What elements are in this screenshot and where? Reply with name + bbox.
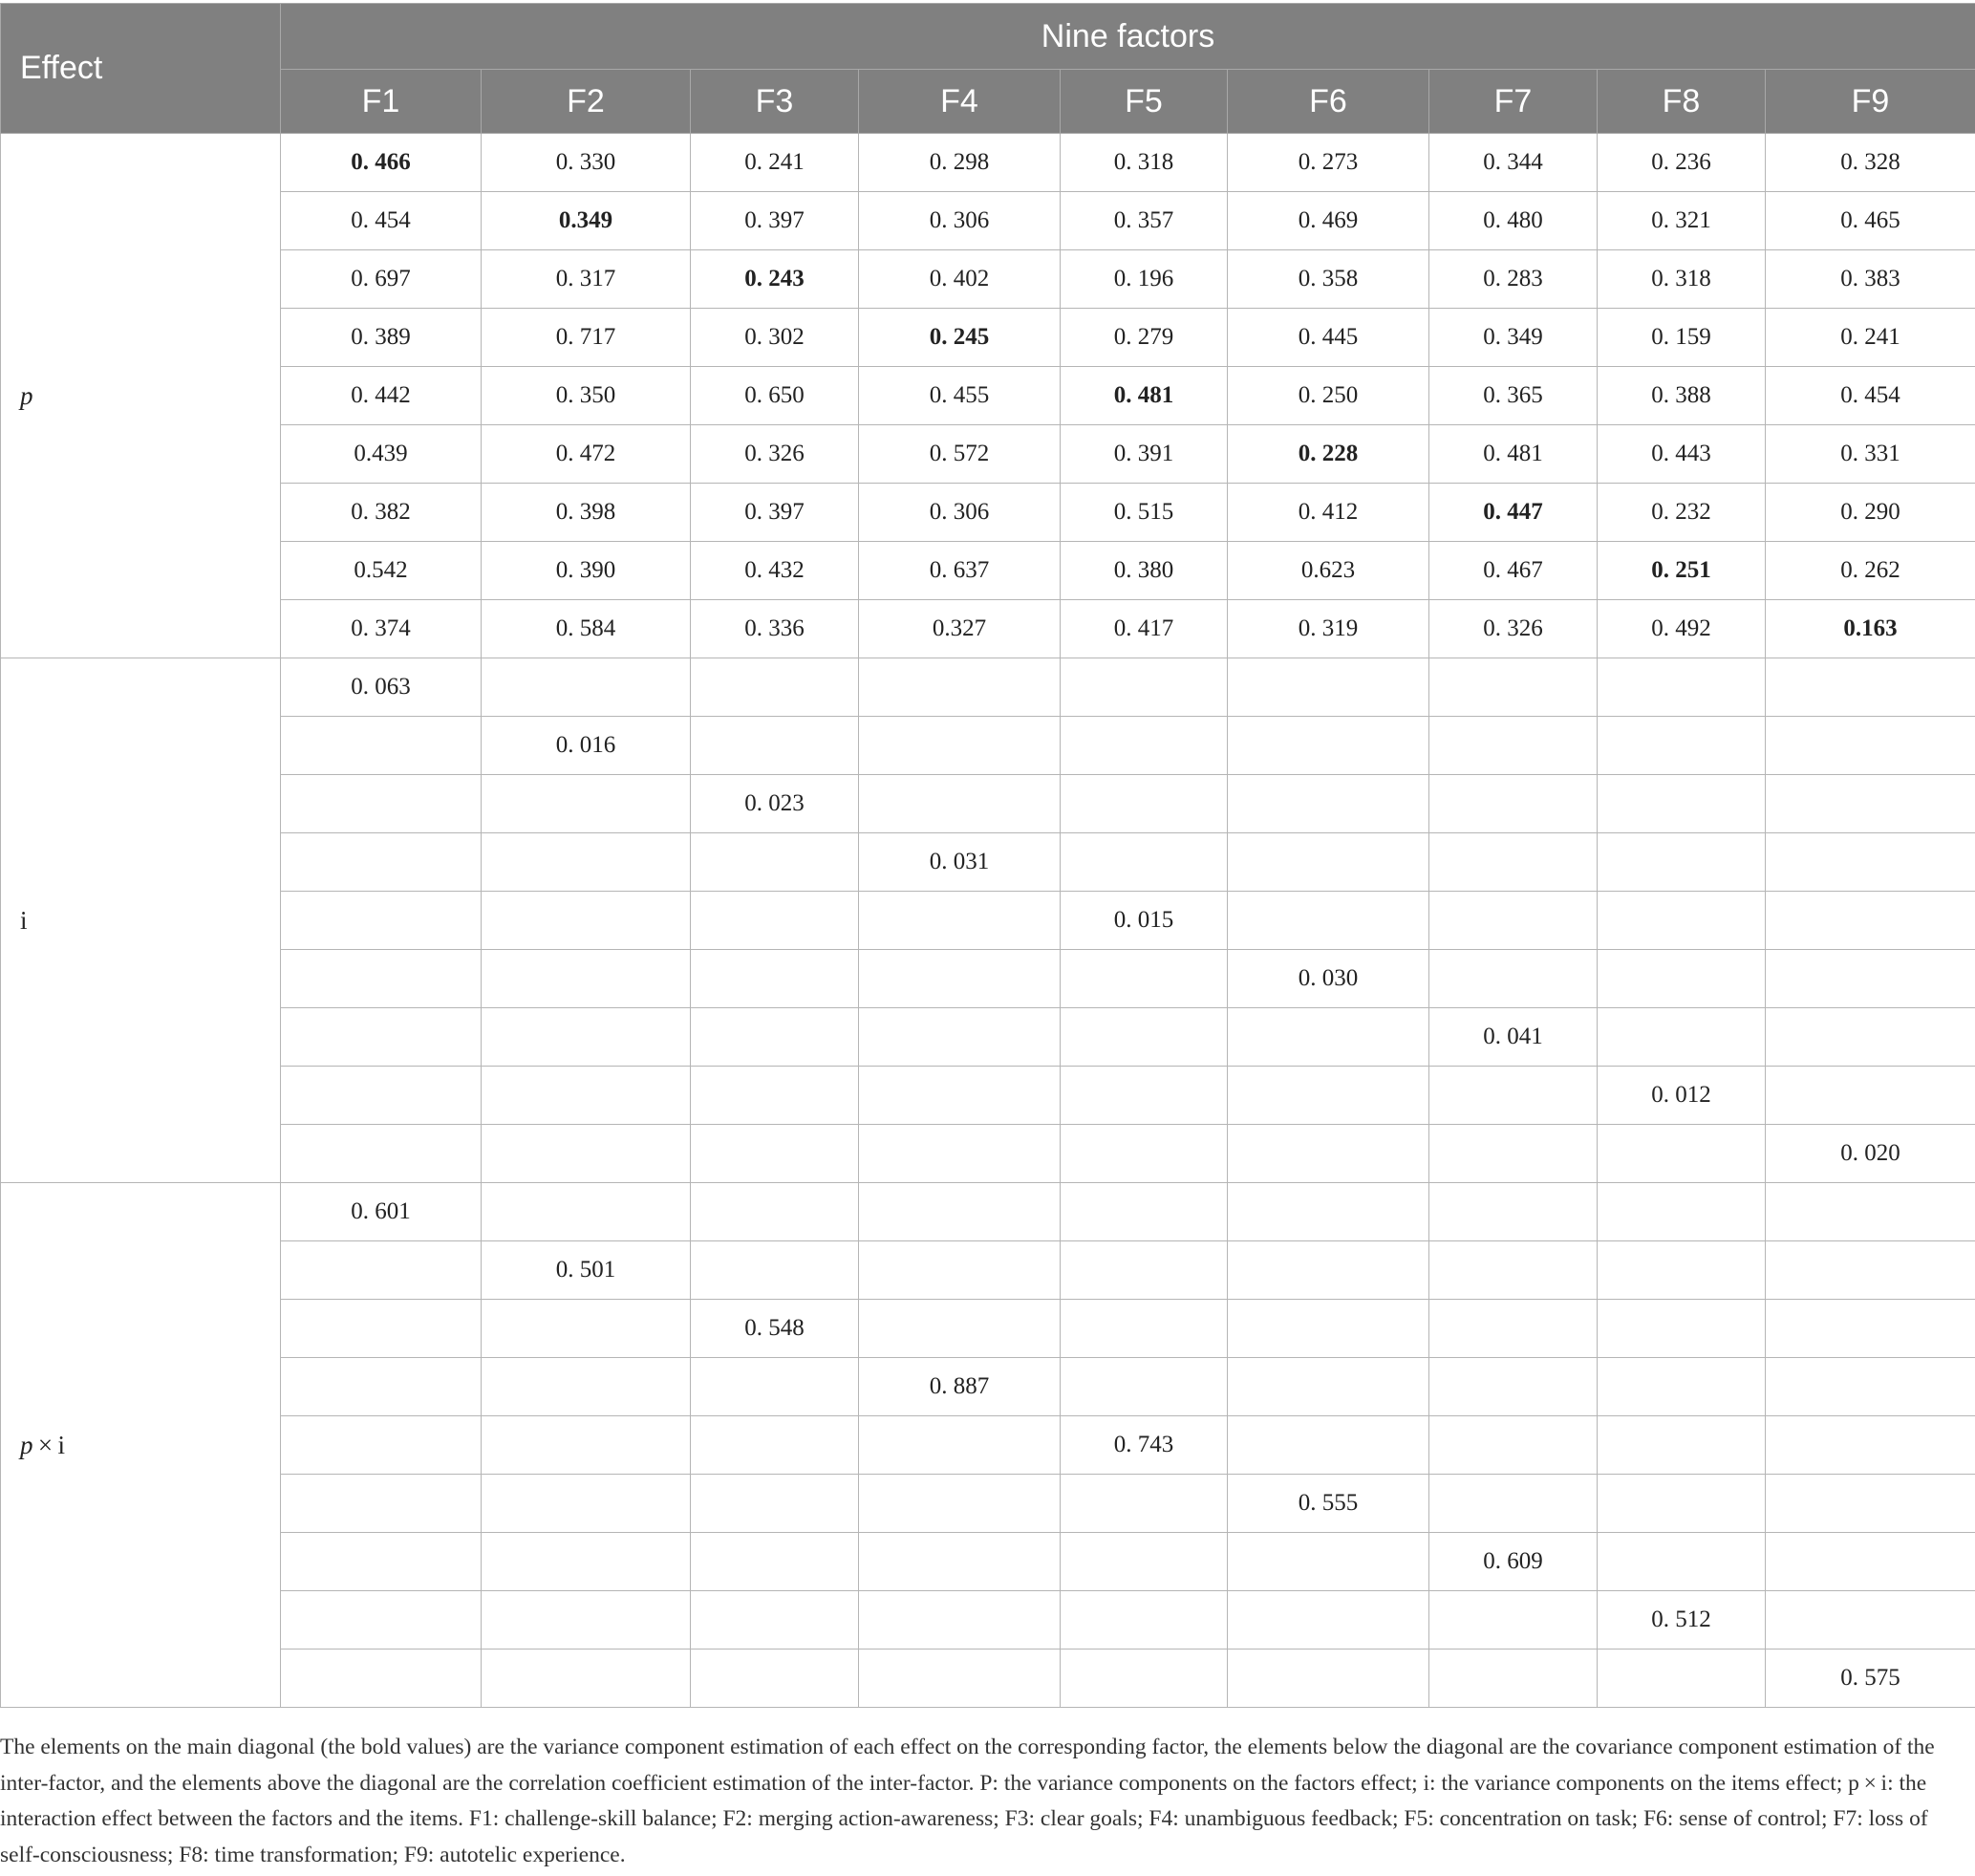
table-row [1,833,1975,892]
table-cell [691,1591,859,1650]
effect-label-part: × i [32,1430,66,1459]
table-cell [1598,717,1766,775]
table-cell [1429,1125,1598,1183]
table-cell: 0. 575 [1766,1650,1975,1708]
table-cell [1429,1650,1598,1708]
table-cell [1429,1475,1598,1533]
table-cell: 0. 159 [1598,309,1766,367]
effect-label-p-x-i [1,1183,281,1708]
table-cell [281,892,482,950]
table-cell [1766,1475,1975,1533]
table-cell: 0. 743 [1061,1416,1228,1475]
table-cell [859,1533,1061,1591]
table-cell [1228,1650,1429,1708]
table-cell: 0. 697 [281,250,482,309]
table-cell [482,1533,691,1591]
table-cell [691,1358,859,1416]
table-cell [859,1475,1061,1533]
table-cell [1598,1241,1766,1300]
table-cell [859,775,1061,833]
table-row [1,1650,1975,1708]
table-cell [859,950,1061,1008]
table-cell [1429,1416,1598,1475]
table-cell: 0. 250 [1228,367,1429,425]
table-cell [482,1008,691,1067]
table-cell [1766,1358,1975,1416]
table-cell [691,717,859,775]
table-row [1,1358,1975,1416]
table-cell [859,1300,1061,1358]
table-cell [482,775,691,833]
table-cell: 0. 357 [1061,192,1228,250]
table-cell: 0. 481 [1429,425,1598,484]
table-cell [691,1241,859,1300]
table-cell: 0. 245 [859,309,1061,367]
factor-header-f6: F6 [1228,70,1429,134]
table-cell [1061,658,1228,717]
table-cell [859,1241,1061,1300]
factor-header-f2: F2 [482,70,691,134]
table-cell: 0. 317 [482,250,691,309]
table-cell [859,1416,1061,1475]
factor-header-f8: F8 [1598,70,1766,134]
table-cell: 0. 031 [859,833,1061,892]
effect-column-header: Effect [1,4,281,134]
table-row [1,425,1975,484]
table-cell: 0. 015 [1061,892,1228,950]
table-cell [482,1358,691,1416]
table-row [1,250,1975,309]
factor-header-f3: F3 [691,70,859,134]
table-cell [1766,1416,1975,1475]
table-cell: 0. 321 [1598,192,1766,250]
table-cell [1228,1125,1429,1183]
table-cell [859,892,1061,950]
table-cell [1598,833,1766,892]
table-cell: 0. 383 [1766,250,1975,309]
table-cell [1228,1591,1429,1650]
table-cell: 0. 398 [482,484,691,542]
table-cell: 0.542 [281,542,482,600]
table-cell [1766,775,1975,833]
table-cell: 0. 432 [691,542,859,600]
factor-header-f1: F1 [281,70,482,134]
table-cell [691,950,859,1008]
table-cell: 0. 572 [859,425,1061,484]
variance-components-table [0,3,1975,1708]
table-row [1,192,1975,250]
table-cell [1598,1416,1766,1475]
table-cell [1598,1358,1766,1416]
table-cell [1228,1241,1429,1300]
table-cell: 0. 290 [1766,484,1975,542]
table-row [1,1183,1975,1241]
table-row [1,658,1975,717]
table-cell [1429,1241,1598,1300]
table-cell: 0. 465 [1766,192,1975,250]
table-cell [1766,1241,1975,1300]
factor-header-f9: F9 [1766,70,1975,134]
table-cell: 0. 388 [1598,367,1766,425]
table-cell: 0. 330 [482,134,691,192]
table-cell [1598,950,1766,1008]
table-cell [1766,1591,1975,1650]
table-row [1,1125,1975,1183]
table-cell: 0. 298 [859,134,1061,192]
table-cell: 0.439 [281,425,482,484]
table-cell [1061,950,1228,1008]
table-cell: 0. 442 [281,367,482,425]
table-cell [1429,1183,1598,1241]
table-cell [1598,1008,1766,1067]
table-cell: 0. 273 [1228,134,1429,192]
table-cell: 0. 251 [1598,542,1766,600]
table-cell: 0. 717 [482,309,691,367]
table-cell [1228,1416,1429,1475]
table-cell [1228,892,1429,950]
nine-factors-header: Nine factors [281,4,1975,70]
table-cell [691,1067,859,1125]
table-cell [691,892,859,950]
table-cell [281,1650,482,1708]
table-cell [1766,892,1975,950]
table-cell: 0.163 [1766,600,1975,658]
table-cell: 0. 318 [1598,250,1766,309]
table-cell: 0. 601 [281,1183,482,1241]
table-cell [281,1300,482,1358]
table-cell: 0. 472 [482,425,691,484]
table-cell [1766,950,1975,1008]
table-cell: 0. 326 [691,425,859,484]
table-cell: 0. 350 [482,367,691,425]
table-cell [859,1650,1061,1708]
table-cell: 0. 454 [281,192,482,250]
table-cell [482,658,691,717]
table-cell: 0. 232 [1598,484,1766,542]
table-row [1,1008,1975,1067]
table-cell [1061,833,1228,892]
table-row [1,1591,1975,1650]
table-cell [859,1067,1061,1125]
table-cell: 0. 447 [1429,484,1598,542]
table-cell [1429,658,1598,717]
table-cell [1061,1475,1228,1533]
table-cell [1429,1067,1598,1125]
table-cell: 0. 283 [1429,250,1598,309]
table-cell [1228,717,1429,775]
table-cell: 0. 397 [691,192,859,250]
table-cell [1228,1300,1429,1358]
table-cell [482,1591,691,1650]
table-cell: 0. 389 [281,309,482,367]
table-cell: 0. 584 [482,600,691,658]
table-cell [482,1183,691,1241]
table-cell [281,1125,482,1183]
table-cell: 0. 481 [1061,367,1228,425]
table-cell [1766,1533,1975,1591]
table-cell [281,1358,482,1416]
table-cell [859,1008,1061,1067]
table-body [1,134,1975,1708]
table-cell [1598,1533,1766,1591]
factor-header-f4: F4 [859,70,1061,134]
table-cell [281,717,482,775]
table-cell: 0. 374 [281,600,482,658]
table-cell: 0. 023 [691,775,859,833]
table-cell [482,1416,691,1475]
table-cell [691,1650,859,1708]
table-cell [691,1008,859,1067]
table-cell: 0. 306 [859,484,1061,542]
table-cell [859,1125,1061,1183]
table-cell: 0. 262 [1766,542,1975,600]
table-cell [281,1067,482,1125]
table-cell: 0. 365 [1429,367,1598,425]
table-cell [1061,1300,1228,1358]
table-cell [1228,1533,1429,1591]
table-cell [1228,1067,1429,1125]
table-cell: 0. 455 [859,367,1061,425]
table-cell [1766,1067,1975,1125]
table-cell: 0. 480 [1429,192,1598,250]
table-cell: 0. 279 [1061,309,1228,367]
table-cell [1429,833,1598,892]
table-cell [1228,1183,1429,1241]
effect-label-i: i [1,658,281,1183]
table-row [1,134,1975,192]
table-cell [1061,1358,1228,1416]
table-cell: 0. 349 [1429,309,1598,367]
table-cell [482,1475,691,1533]
table-cell: 0. 243 [691,250,859,309]
table-cell: 0.327 [859,600,1061,658]
table-cell [1228,1358,1429,1416]
table-cell: 0. 466 [281,134,482,192]
table-cell [1766,1008,1975,1067]
table-row [1,600,1975,658]
table-cell: 0. 512 [1598,1591,1766,1650]
table-cell [1598,1300,1766,1358]
table-cell [281,1475,482,1533]
table-cell [281,775,482,833]
table-cell: 0. 391 [1061,425,1228,484]
table-cell [1598,775,1766,833]
effect-label-p: p [1,134,281,658]
table-cell: 0. 443 [1598,425,1766,484]
table-cell [1061,775,1228,833]
factor-header-f7: F7 [1429,70,1598,134]
table-cell [482,892,691,950]
table-row [1,484,1975,542]
table-cell: 0. 380 [1061,542,1228,600]
table-cell: 0. 030 [1228,950,1429,1008]
table-cell: 0. 336 [691,600,859,658]
table-cell [482,1300,691,1358]
table-cell: 0. 515 [1061,484,1228,542]
table-row [1,1533,1975,1591]
table-cell [1766,1183,1975,1241]
table-cell: 0. 331 [1766,425,1975,484]
table-cell: 0. 390 [482,542,691,600]
table-row [1,1067,1975,1125]
table-cell [859,658,1061,717]
table-row [1,1300,1975,1358]
table-cell [1766,1300,1975,1358]
table-cell: 0. 016 [482,717,691,775]
table-cell [482,1067,691,1125]
table-cell: 0. 402 [859,250,1061,309]
variance-table-container [0,3,1975,1708]
table-cell [1228,775,1429,833]
table-cell: 0. 196 [1061,250,1228,309]
table-cell: 0. 887 [859,1358,1061,1416]
table-cell: 0. 358 [1228,250,1429,309]
factor-header-f5: F5 [1061,70,1228,134]
factor-header-row [1,70,1975,134]
table-cell: 0. 344 [1429,134,1598,192]
table-cell [1061,717,1228,775]
table-cell [482,1650,691,1708]
table-cell: 0. 467 [1429,542,1598,600]
table-row [1,717,1975,775]
table-row [1,950,1975,1008]
table-cell: 0. 382 [281,484,482,542]
table-cell [482,1125,691,1183]
table-cell [691,1125,859,1183]
table-cell: 0. 319 [1228,600,1429,658]
table-cell: 0. 397 [691,484,859,542]
table-cell: 0. 306 [859,192,1061,250]
table-cell: 0.349 [482,192,691,250]
table-cell [1766,717,1975,775]
table-row [1,775,1975,833]
table-cell [281,1241,482,1300]
table-cell: 0. 063 [281,658,482,717]
table-cell [1598,1650,1766,1708]
table-cell: 0. 650 [691,367,859,425]
table-cell [1429,1591,1598,1650]
table-cell [281,1533,482,1591]
table-cell [1429,1300,1598,1358]
table-cell [482,950,691,1008]
table-row [1,309,1975,367]
table-cell [1228,833,1429,892]
table-footnote: The elements on the main diagonal (the bold values) are the variance component estimation of each effect on the corresponding factor, the elements below the diagonal are the covariance component estimation of the inter-factor, and the elements above the diagonal are the correlation coefficient estimation of the inter-factor. P: the variance components on the factors effect; i: the variance components on the items effect; p × i: the interaction effect between the factors and the items. F1: challenge-skill balance; F2: merging action-awareness; F3: clear goals; F4: unambiguous feedback; F5: concentration on task; F6: sense of control; F7: loss of self-consciousness; F8: time transformation; F9: autotelic experience. [0,1735,1935,1867]
table-cell: 0. 609 [1429,1533,1598,1591]
table-row [1,367,1975,425]
table-cell: 0. 020 [1766,1125,1975,1183]
table-cell [281,1416,482,1475]
table-cell [691,1475,859,1533]
table-cell [691,1533,859,1591]
table-cell: 0.623 [1228,542,1429,600]
table-cell: 0. 012 [1598,1067,1766,1125]
table-cell [1228,658,1429,717]
table-header [1,4,1975,134]
table-cell [281,1008,482,1067]
table-cell [1598,892,1766,950]
table-cell [1061,1183,1228,1241]
table-cell: 0. 417 [1061,600,1228,658]
table-cell [691,1416,859,1475]
table-cell [1598,1475,1766,1533]
table-cell: 0. 454 [1766,367,1975,425]
table-cell [691,1183,859,1241]
table-cell [1061,1067,1228,1125]
table-cell [1598,658,1766,717]
table-row [1,542,1975,600]
table-cell [691,658,859,717]
table-cell [1061,1650,1228,1708]
table-cell [859,1591,1061,1650]
table-cell [1061,1533,1228,1591]
table-cell [1429,892,1598,950]
table-cell: 0. 469 [1228,192,1429,250]
table-cell [1429,950,1598,1008]
table-cell [859,717,1061,775]
table-cell [1766,658,1975,717]
table-cell [281,833,482,892]
table-cell [1598,1183,1766,1241]
table-cell [1598,1125,1766,1183]
table-cell [1061,1241,1228,1300]
table-row [1,1241,1975,1300]
table-cell [1061,1125,1228,1183]
table-cell [1061,1008,1228,1067]
table-cell: 0. 326 [1429,600,1598,658]
table-cell [1429,717,1598,775]
table-cell: 0. 241 [691,134,859,192]
table-cell [281,950,482,1008]
table-cell: 0. 228 [1228,425,1429,484]
table-cell: 0. 241 [1766,309,1975,367]
effect-label-part: p [20,1430,33,1459]
table-cell: 0. 637 [859,542,1061,600]
table-cell: 0. 445 [1228,309,1429,367]
table-cell: 0. 328 [1766,134,1975,192]
table-cell: 0. 548 [691,1300,859,1358]
table-cell: 0. 318 [1061,134,1228,192]
table-cell: 0. 492 [1598,600,1766,658]
table-cell: 0. 041 [1429,1008,1598,1067]
table-cell [281,1591,482,1650]
table-cell: 0. 302 [691,309,859,367]
table-cell [1429,1358,1598,1416]
table-cell: 0. 501 [482,1241,691,1300]
table-cell [691,833,859,892]
table-row [1,1475,1975,1533]
table-cell [1228,1008,1429,1067]
table-cell: 0. 412 [1228,484,1429,542]
table-cell: 0. 555 [1228,1475,1429,1533]
table-cell [1429,775,1598,833]
table-cell [859,1183,1061,1241]
table-cell [1061,1591,1228,1650]
table-cell [1766,833,1975,892]
table-row [1,892,1975,950]
table-cell: 0. 236 [1598,134,1766,192]
table-row [1,1416,1975,1475]
table-cell [482,833,691,892]
